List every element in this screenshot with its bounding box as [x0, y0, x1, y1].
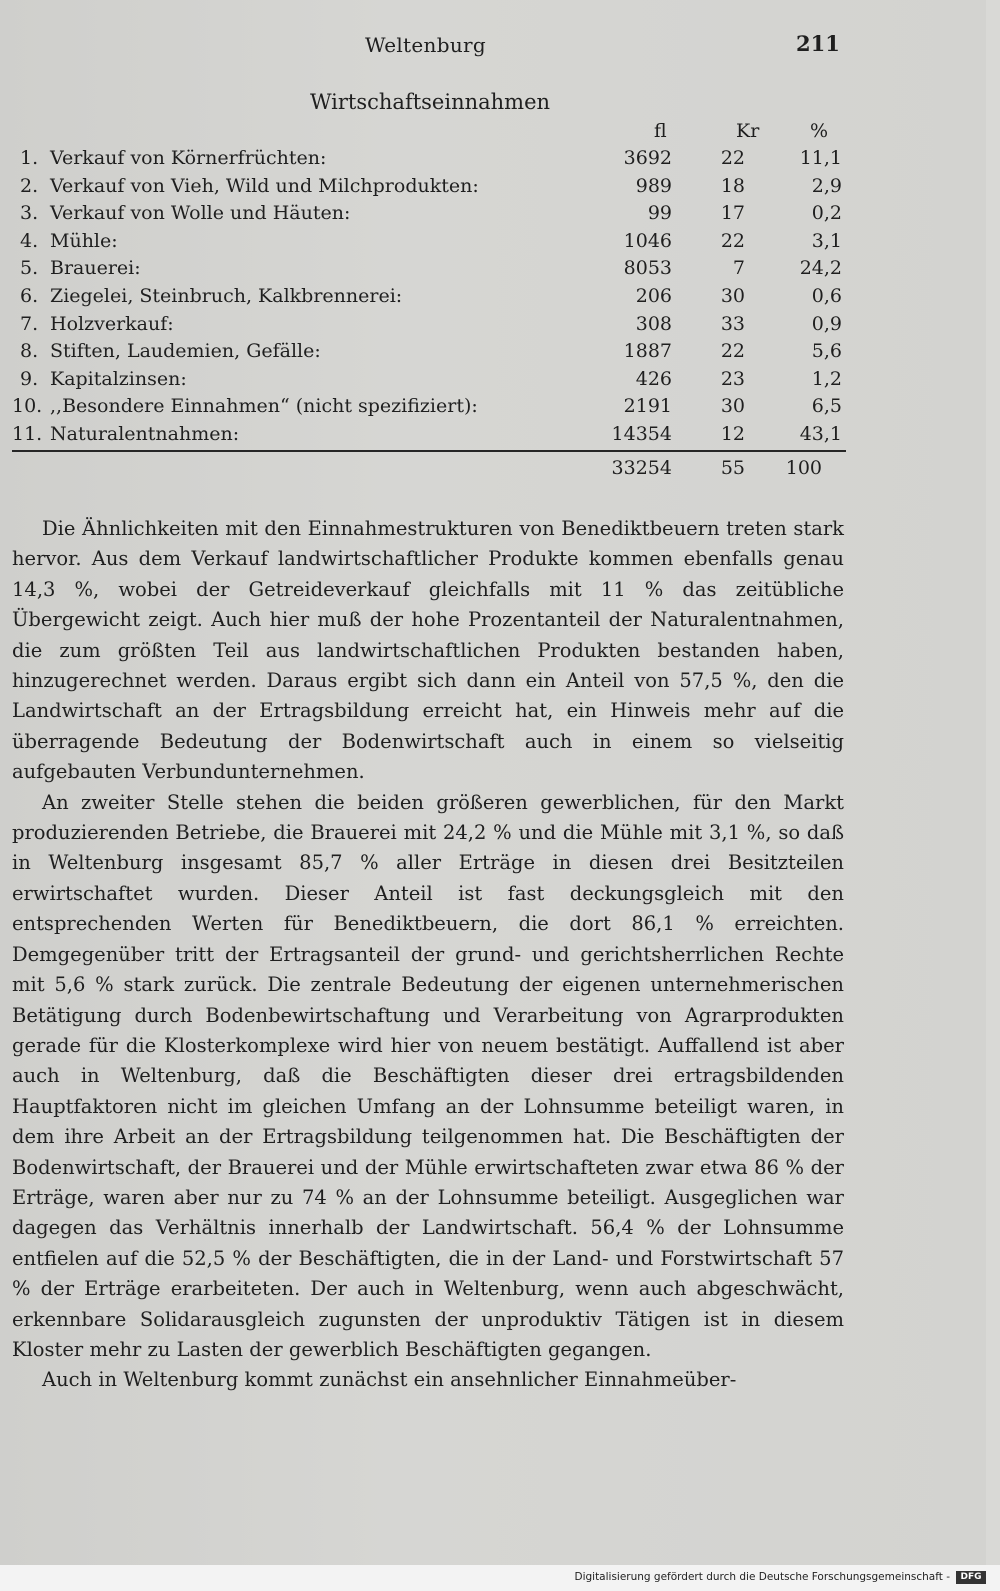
row-kr: 22 [720, 147, 745, 169]
running-title: Weltenburg [365, 33, 486, 57]
row-number: 6. [20, 285, 39, 307]
table-sum-rule [12, 450, 846, 452]
row-number: 3. [20, 202, 39, 225]
paragraph: Auch in Weltenburg kommt zunächst ein ansehnlicher Einnahmeüber- [42, 1368, 737, 1392]
table-row [0, 313, 860, 341]
total-fl: 33254 [611, 457, 672, 479]
row-kr: 7 [732, 257, 745, 280]
row-percent: 1,2 [811, 367, 842, 390]
table-row [0, 230, 860, 258]
row-kr: 22 [720, 340, 745, 363]
row-percent: 2,9 [811, 174, 842, 197]
row-fl: 99 [647, 202, 672, 225]
row-number: 9. [20, 367, 39, 390]
row-kr: 18 [720, 174, 745, 197]
row-fl: 8053 [623, 257, 672, 280]
table-row [0, 147, 860, 175]
row-number: 11. [12, 423, 43, 445]
column-header-kr: Kr [736, 120, 760, 142]
row-kr: 12 [720, 423, 745, 445]
row-fl: 2191 [623, 395, 672, 418]
row-percent: 5,6 [811, 340, 842, 363]
row-fl: 14354 [611, 423, 672, 445]
row-number: 10. [12, 395, 43, 418]
table-total-row [0, 457, 860, 485]
row-number: 5. [20, 257, 39, 280]
row-label: Kapitalzinsen: [50, 367, 187, 390]
paragraph: Die Ähnlichkeiten mit den Einnahmestrukturen von Benediktbeuern treten stark hervor. Aus dem Verkauf landwirtschaftlicher Produkte kommen ebenfalls genau 14,3 %, wobei der Getreideverkauf gleichfalls mit 11 % das zeitübliche Übergewicht zeigt. Auch hier muß der hohe Prozentanteil der Naturalentnahmen, die zum größten Teil aus landwirtschaftlichen Produkten bestanden haben, hinzugerechnet werden. Daraus ergibt sich dann ein Anteil von 57,5 %, den die Landwirtschaft an der Ertragsbildung erreicht hat, ein Hinweis mehr auf die überragende Bedeutung der Bodenwirtschaft auch in einem so vielseitig aufgebauten Verbundunternehmen. [12, 517, 844, 784]
column-header-fl: fl [654, 120, 667, 142]
row-kr: 33 [720, 312, 745, 335]
row-number: 8. [20, 340, 39, 363]
row-label: Stiften, Laudemien, Gefälle: [50, 340, 321, 363]
row-percent: 0,2 [811, 202, 842, 225]
row-fl: 206 [635, 285, 672, 307]
table-title: Wirtschaftseinnahmen [309, 90, 551, 114]
row-kr: 30 [720, 395, 745, 418]
total-percent: 100 [785, 457, 822, 479]
row-percent: 6,5 [811, 395, 842, 418]
row-number: 1. [20, 147, 39, 169]
table-row [0, 257, 860, 285]
table-row [0, 202, 860, 230]
row-kr: 17 [720, 202, 745, 225]
row-label: Naturalentnahmen: [50, 423, 240, 445]
row-percent: 24,2 [799, 257, 842, 280]
row-kr: 22 [720, 229, 745, 252]
row-fl: 989 [635, 174, 672, 197]
row-number: 4. [20, 229, 39, 252]
row-fl: 1887 [623, 340, 672, 363]
row-label: Holzverkauf: [50, 312, 174, 335]
table-row [0, 423, 860, 451]
row-fl: 426 [635, 367, 672, 390]
row-fl: 3692 [623, 147, 672, 169]
row-percent: 43,1 [799, 423, 842, 445]
table-row [0, 395, 860, 423]
table-row [0, 368, 860, 396]
table-row [0, 175, 860, 203]
row-label: Verkauf von Vieh, Wild und Milchprodukten: [50, 174, 479, 197]
footer-bar [0, 1565, 1000, 1591]
row-number: 7. [20, 312, 39, 335]
scan-edge [986, 0, 1000, 1591]
funding-credit: Digitalisierung gefördert durch die Deutsche Forschungsgemeinschaft - [574, 1571, 950, 1583]
row-percent: 0,9 [811, 312, 842, 335]
table-row [0, 285, 860, 313]
row-percent: 11,1 [799, 147, 842, 169]
row-fl: 308 [635, 312, 672, 335]
row-kr: 30 [720, 285, 745, 307]
row-fl: 1046 [623, 229, 672, 252]
row-percent: 3,1 [811, 229, 842, 252]
row-label: ,,Besondere Einnahmen“ (nicht spezifiziert): [50, 395, 478, 418]
body-text [12, 514, 844, 1396]
row-percent: 0,6 [811, 285, 842, 307]
total-kr: 55 [720, 457, 745, 479]
dfg-logo: DFG [956, 1571, 986, 1584]
row-label: Verkauf von Wolle und Häuten: [50, 202, 351, 225]
row-label: Ziegelei, Steinbruch, Kalkbrennerei: [50, 285, 403, 307]
column-header-percent: % [810, 120, 829, 142]
row-label: Verkauf von Körnerfrüchten: [50, 147, 327, 169]
page-number: 211 [796, 31, 840, 56]
row-kr: 23 [720, 367, 745, 390]
row-label: Mühle: [50, 229, 118, 252]
row-number: 2. [20, 174, 39, 197]
row-label: Brauerei: [50, 257, 141, 280]
paragraph: An zweiter Stelle stehen die beiden größeren gewerblichen, für den Markt produzierenden Betriebe, die Brauerei mit 24,2 % und die Mühle mit 3,1 %, so daß in Weltenburg insgesamt 85,7 % aller Erträge in diesen drei Besitzteilen erwirtschaftet wurden. Dieser Anteil ist fast deckungsgleich mit den entsprechenden Werten für Benediktbeuern, die dort 86,1 % erreichten. Demgegenüber tritt der Ertragsanteil der grund- und gerichtsherrlichen Rechte mit 5,6 % stark zurück. Die zentrale Bedeutung der eigenen unternehmerischen Betätigung durch Bodenbewirtschaftung und Verarbeitung von Agrarprodukten gerade für die Klosterkomplexe wird hier von neuem bestätigt. Auffallend ist aber auch in Weltenburg, daß die Beschäftigten dieser drei ertragsbildenden Hauptfaktoren nicht im gleichen Umfang an der Lohnsumme beteiligt waren, in dem ihre Arbeit an der Ertragsbildung teilgenommen hat. Die Beschäftigten der Bodenwirtschaft, der Brauerei und der Mühle erwirtschafteten zwar etwa 86 % der Erträge, waren aber nur zu 74 % an der Lohnsumme beteiligt. Ausgeglichen war dagegen das Verhältnis innerhalb der Landwirtschaft. 56,4 % der Lohnsumme entfielen auf die 52,5 % der Beschäftigten, die in der Land- und Forstwirtschaft 57 % der Erträge erarbeiteten. Der auch in Weltenburg, wenn auch abgeschwächt, erkennbare Solidarausgleich zugunsten der unproduktiv Tätigen ist in diesem Kloster mehr zu Lasten der gewerblich Beschäftigten gegangen. [12, 790, 844, 1361]
table-row [0, 340, 860, 368]
